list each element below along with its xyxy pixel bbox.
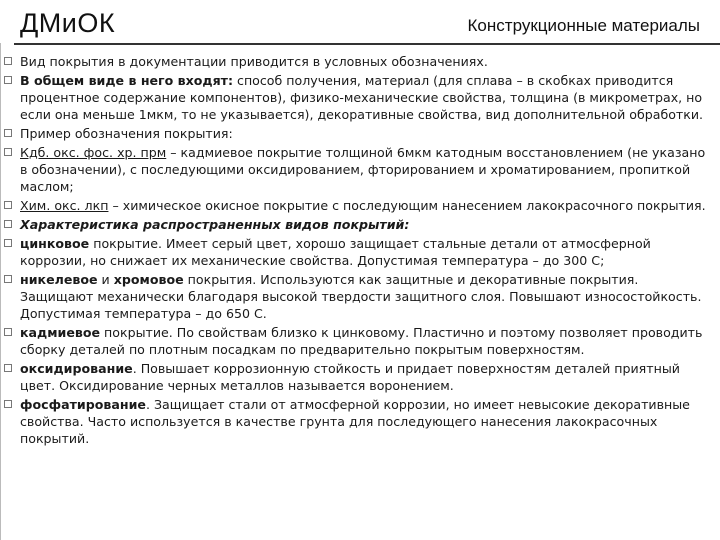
paragraph-nickel-chrome: никелевое и хромовое покрытия. Используются как защитные и декоративные покрытия. Защищают механически благодаря высокой твердости защитного слоя. Повышают износостойкость. Допустимая температура – до 650 С.	[20, 271, 706, 323]
square-bullet-icon	[4, 239, 12, 247]
logo-text: ДМиОК	[20, 8, 116, 38]
slide-body	[20, 53, 706, 449]
paragraph-phosphating: фосфатирование. Защищает стали от атмосферной коррозии, но имеет невысокие декоративные свойства. Часто используется в качестве грунта для последующего нанесения лакокрасочных покрытий.	[20, 396, 706, 448]
paragraph-example-2: Хим. окс. лкп – химическое окисное покрытие с последующим нанесением лакокрасочного покрытия.	[20, 197, 706, 214]
paragraph-notation: Вид покрытия в документации приводится в условных обозначениях.	[20, 53, 706, 70]
square-bullet-icon	[4, 220, 12, 228]
slide-title: Конструкционные материалы	[467, 16, 700, 35]
coating-code: Кдб. окс. фос. хр. прм	[20, 144, 167, 160]
paragraph-example-heading: Пример обозначения покрытия:	[20, 125, 706, 142]
paragraph-structure: В общем виде в него входят: способ получения, материал (для сплава – в скобках приводится процентное содержание компонентов), физико-механические свойства, толщина (в микрометрах, но если она меньше 1мкм, то не указывается), декоративные свойства, вид дополнительной обработки.	[20, 72, 706, 124]
square-bullet-icon	[4, 201, 12, 209]
square-bullet-icon	[4, 364, 12, 372]
square-bullet-icon	[4, 129, 12, 137]
paragraph-zinc: цинковое покрытие. Имеет серый цвет, хорошо защищает стальные детали от атмосферной коррозии, но снижает их механические свойства. Допустимая температура – до 300 С;	[20, 235, 706, 269]
square-bullet-icon	[4, 400, 12, 408]
slide-header	[0, 0, 720, 44]
paragraph-characteristics-heading: Характеристика распространенных видов покрытий:	[20, 216, 706, 233]
square-bullet-icon	[4, 328, 12, 336]
square-bullet-icon	[4, 275, 12, 283]
square-bullet-icon	[4, 57, 12, 65]
paragraph-example-1: Кдб. окс. фос. хр. прм – кадмиевое покрытие толщиной 6мкм катодным восстановлением (не указано в обозначении), с последующими оксидированием, фторированием и хроматированием, пропиткой маслом;	[20, 144, 706, 196]
coating-code: Хим. окс. лкп	[20, 198, 109, 213]
left-border	[0, 43, 1, 540]
paragraph-cadmium: кадмиевое покрытие. По свойствам близко к цинковому. Пластично и поэтому позволяет проводить сборку деталей по плотным посадкам по предварительно покрытым поверхностям.	[20, 324, 706, 358]
square-bullet-icon	[4, 76, 12, 84]
square-bullet-icon	[4, 148, 12, 156]
paragraph-oxidation: оксидирование. Повышает коррозионную стойкость и придает поверхностям деталей приятный цвет. Оксидирование черных металлов называется воронением.	[20, 360, 706, 394]
header-divider	[14, 43, 720, 45]
